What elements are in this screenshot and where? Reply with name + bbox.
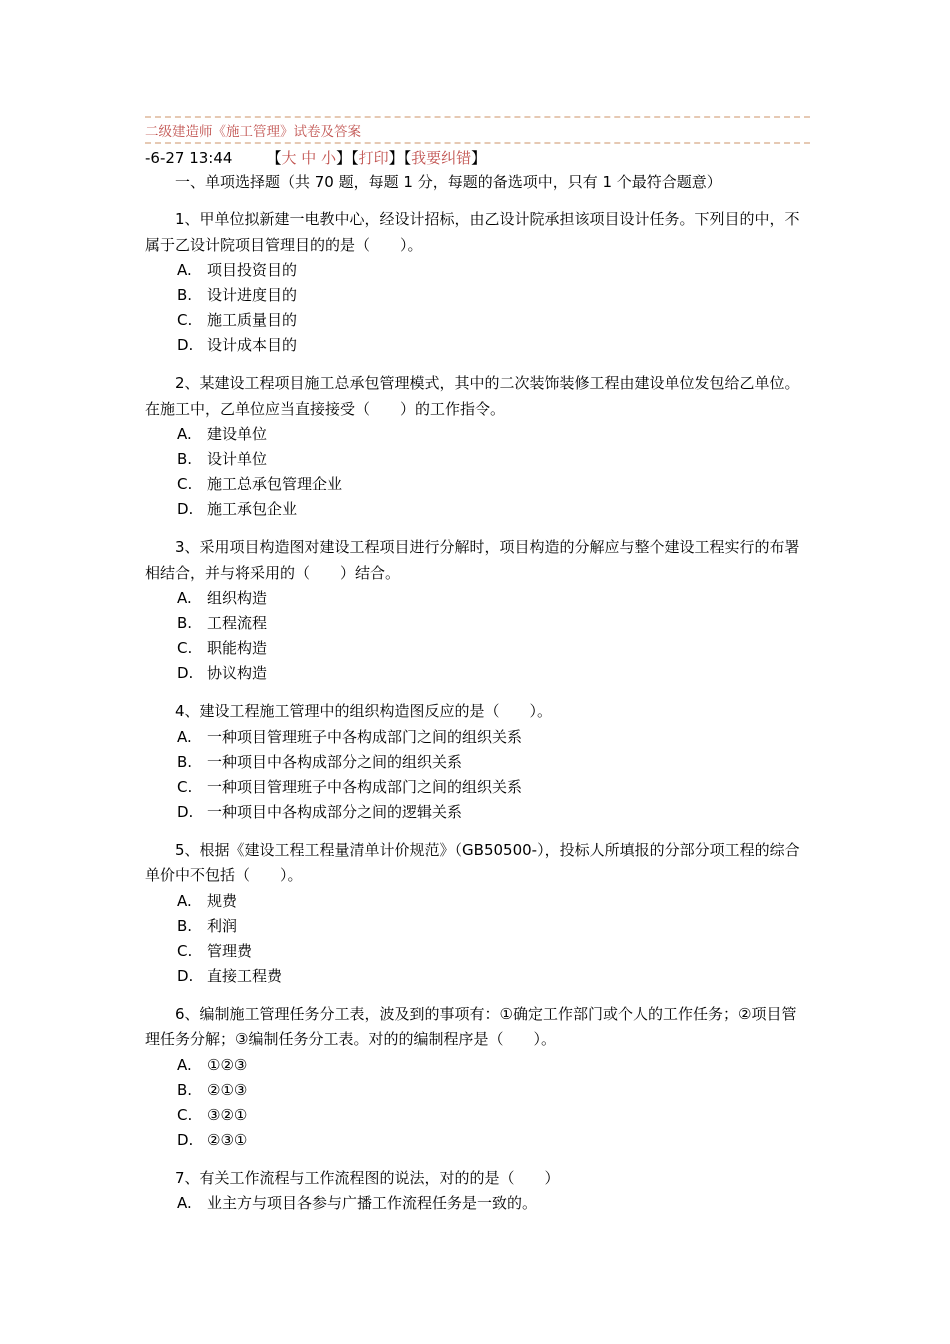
option-text: ②③① xyxy=(207,1130,248,1149)
option-item xyxy=(145,939,810,964)
question-stem: 6、编制施工管理任务分工表，波及到的事项有：①确定工作部门或个人的工作任务；②项目管理任务分解；③编制任务分工表。对的的编制程序是（ ）。 xyxy=(145,1004,797,1048)
option-text: 一种项目中各构成部分之间的逻辑关系 xyxy=(207,802,463,821)
question-item xyxy=(145,207,810,358)
bracket-close: 】 xyxy=(471,149,487,167)
option-text: 施工总承包管理企业 xyxy=(207,475,343,493)
option-letter: B. xyxy=(177,916,193,935)
option-letter: C. xyxy=(177,475,193,493)
option-text: 项目投资目的 xyxy=(207,261,298,279)
option-text: 设计单位 xyxy=(207,450,268,468)
publish-date: -6-27 13:44 xyxy=(145,149,233,167)
option-letter: B. xyxy=(177,286,193,304)
option-letter: C. xyxy=(177,1105,193,1124)
option-item xyxy=(145,308,810,333)
option-text: 规费 xyxy=(207,891,238,910)
option-letter: D. xyxy=(177,500,194,518)
print-link[interactable]: 打印 xyxy=(358,149,389,167)
option-letter: C. xyxy=(177,639,193,657)
option-item xyxy=(145,586,810,611)
title-divider xyxy=(145,142,810,144)
option-text: 设计进度目的 xyxy=(207,286,298,304)
font-size-medium-link[interactable]: 中 xyxy=(301,149,317,167)
question-item xyxy=(145,371,810,522)
option-item xyxy=(145,1191,810,1216)
option-text: 利润 xyxy=(207,916,238,935)
question-stem: 7、有关工作流程与工作流程图的说法，对的的是（ ） xyxy=(175,1168,560,1187)
question-stem: 1、甲单位拟新建一电教中心，经设计招标，由乙设计院承担该项目设计任务。下列目的中，不属于乙设计院项目管理目的的是（ ）。 xyxy=(145,210,800,254)
question-stem: 5、根据《建设工程工程量清单计价规范》（GB50500-），投标人所填报的分部分项工程的综合单价中不包括（ ）。 xyxy=(145,840,800,884)
question-stem: 3、采用项目构造图对建设工程项目进行分解时，项目构造的分解应与整个建设工程实行的布署相结合，并与将采用的（ ）结合。 xyxy=(145,538,800,582)
option-text: 建设单位 xyxy=(207,425,268,443)
option-item xyxy=(145,914,810,939)
option-text: 组织构造 xyxy=(207,589,268,607)
option-item xyxy=(145,1103,810,1128)
option-item xyxy=(145,497,810,522)
option-letter: A. xyxy=(177,1194,192,1212)
question-item xyxy=(145,1166,810,1217)
option-letter: B. xyxy=(177,450,193,468)
option-text: 一种项目中各构成部分之间的组织关系 xyxy=(207,752,463,771)
option-letter: B. xyxy=(177,614,193,632)
option-item xyxy=(145,333,810,358)
option-item xyxy=(145,611,810,636)
option-text: 工程流程 xyxy=(207,614,268,632)
option-text: 一种项目管理班子中各构成部门之间的组织关系 xyxy=(207,727,523,746)
option-item xyxy=(145,472,810,497)
option-item xyxy=(145,636,810,661)
option-item xyxy=(145,889,810,914)
bracket-sep-2: 】【 xyxy=(388,149,412,167)
option-text: 协议构造 xyxy=(207,664,268,682)
option-letter: C. xyxy=(177,311,193,329)
question-item xyxy=(145,1002,810,1153)
option-letter: A. xyxy=(177,727,192,746)
page-title: 二级建造师《施工管理》试卷及答案 xyxy=(145,124,361,140)
report-error-link[interactable]: 我要纠错 xyxy=(411,149,472,167)
option-text: 管理费 xyxy=(207,941,253,960)
meta-bar xyxy=(145,146,810,170)
question-list xyxy=(145,207,810,1216)
option-letter: D. xyxy=(177,664,194,682)
option-item xyxy=(145,725,810,750)
option-text: 直接工程费 xyxy=(207,966,283,985)
option-letter: A. xyxy=(177,1055,192,1074)
option-letter: A. xyxy=(177,891,192,910)
question-item xyxy=(145,838,810,989)
bracket-open: 【 xyxy=(266,149,282,167)
option-text: 一种项目管理班子中各构成部门之间的组织关系 xyxy=(207,777,523,796)
option-text: ①②③ xyxy=(207,1055,248,1074)
option-item xyxy=(145,283,810,308)
question-item xyxy=(145,535,810,686)
option-text: ③②① xyxy=(207,1105,248,1124)
question-stem: 4、建设工程施工管理中的组织构造图反应的是（ ）。 xyxy=(175,702,553,720)
option-text: 业主方与项目各参与广播工作流程任务是一致的。 xyxy=(207,1194,538,1212)
question-item xyxy=(145,699,810,825)
option-letter: A. xyxy=(177,261,192,279)
option-letter: D. xyxy=(177,1130,194,1149)
option-letter: D. xyxy=(177,802,194,821)
option-letter: C. xyxy=(177,777,193,796)
option-item xyxy=(145,422,810,447)
font-size-small-link[interactable]: 小 xyxy=(321,149,337,167)
option-item xyxy=(145,775,810,800)
question-stem: 2、某建设工程项目施工总承包管理模式，其中的二次装饰装修工程由建设单位发包给乙单位。在施工中，乙单位应当直接接受（ ）的工作指令。 xyxy=(145,374,800,418)
option-item xyxy=(145,964,810,989)
option-letter: D. xyxy=(177,966,194,985)
option-item xyxy=(145,258,810,283)
document-page xyxy=(145,116,810,1216)
option-item xyxy=(145,1053,810,1078)
option-text: 施工承包企业 xyxy=(207,500,298,518)
option-item xyxy=(145,1128,810,1153)
option-letter: A. xyxy=(177,589,192,607)
section-heading: 一、单项选择题（共 70 题，每题 1 分，每题的备选项中，只有 1 个最符合题意） xyxy=(175,173,722,191)
option-item xyxy=(145,800,810,825)
option-item xyxy=(145,447,810,472)
option-letter: B. xyxy=(177,752,193,771)
option-letter: C. xyxy=(177,941,193,960)
font-size-large-link[interactable]: 大 xyxy=(281,149,297,167)
option-text: ②①③ xyxy=(207,1080,248,1099)
option-text: 设计成本目的 xyxy=(207,336,298,354)
option-letter: B. xyxy=(177,1080,193,1099)
option-letter: D. xyxy=(177,336,194,354)
option-item xyxy=(145,661,810,686)
option-letter: A. xyxy=(177,425,192,443)
option-text: 施工质量目的 xyxy=(207,311,298,329)
option-item xyxy=(145,750,810,775)
option-item xyxy=(145,1078,810,1103)
option-text: 职能构造 xyxy=(207,639,268,657)
bracket-sep-1: 】【 xyxy=(336,149,359,167)
